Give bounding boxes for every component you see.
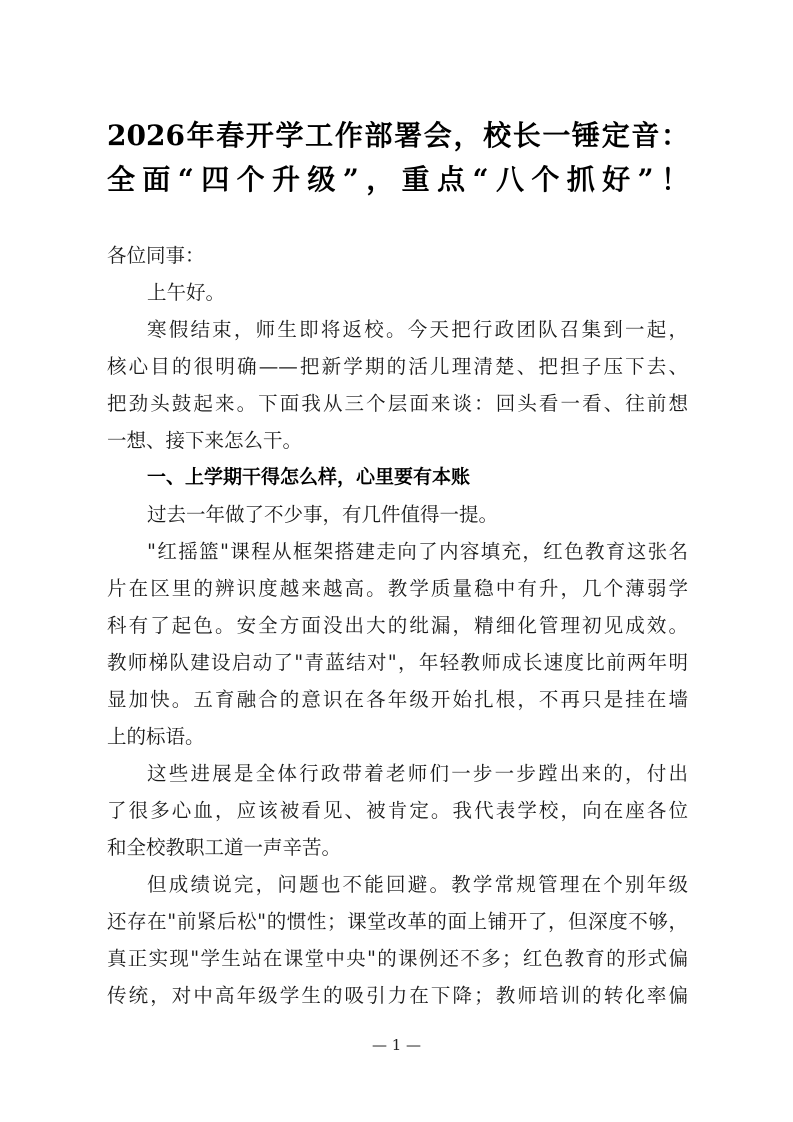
paragraph-line: 真正实现"学生站在课堂中央"的课例还不多；红色教育的形式偏 [107, 947, 688, 970]
paragraph-line: 上的标语。 [107, 725, 205, 748]
paragraph-line: 教师梯队建设启动了"青蓝结对"，年轻教师成长速度比前两年明 [107, 651, 688, 674]
paragraph-line: 但成绩说完，问题也不能回避。教学常规管理在个别年级 [147, 873, 688, 896]
paragraph-line: 传统，对中高年级学生的吸引力在下降；教师培训的转化率偏 [107, 984, 688, 1007]
paragraph-line: 片在区里的辨识度越来越高。教学质量稳中有升，几个薄弱学 [107, 577, 688, 600]
paragraph-line: 寒假结束，师生即将返校。今天把行政团队召集到一起， [147, 318, 688, 341]
title-line-1: 2026年春开学工作部署会，校长一锤定音： [107, 119, 689, 152]
paragraph-line: "红摇篮"课程从框架搭建走向了内容填充，红色教育这张名 [147, 540, 688, 563]
body-lines [107, 274, 688, 1014]
paragraph-line: 了很多心血，应该被看见、被肯定。我代表学校，向在座各位 [107, 799, 688, 822]
page-number: — 1 — [371, 1036, 422, 1054]
paragraph-line: 一想、接下来怎么干。 [107, 429, 303, 452]
document-title [107, 114, 689, 202]
paragraph-line: 显加快。五育融合的意识在各年级开始扎根，不再只是挂在墙 [107, 688, 688, 711]
paragraph-line: 科有了起色。安全方面没出大的纰漏，精细化管理初见成效。 [107, 614, 688, 637]
paragraph-line: 这些进展是全体行政带着老师们一步一步蹚出来的，付出 [147, 762, 688, 785]
title-line-2: 全面“四个升级”，重点“八个抓好”！ [107, 163, 689, 196]
section-heading: 一、上学期干得怎么样，心里要有本账 [147, 466, 471, 488]
salutation: 各位同事： [107, 244, 205, 267]
document-body [107, 237, 688, 1014]
paragraph-line: 过去一年做了不少事，有几件值得一提。 [147, 503, 499, 526]
paragraph-line: 和全校教职工道一声辛苦。 [107, 836, 342, 859]
paragraph-line: 还存在"前紧后松"的惯性；课堂改革的面上铺开了，但深度不够， [107, 910, 688, 933]
paragraph-line: 核心目的很明确——把新学期的活儿理清楚、把担子压下去、 [107, 355, 688, 378]
paragraph-line: 上午好。 [147, 281, 226, 304]
paragraph-line: 把劲头鼓起来。下面我从三个层面来谈：回头看一看、往前想 [107, 392, 688, 415]
